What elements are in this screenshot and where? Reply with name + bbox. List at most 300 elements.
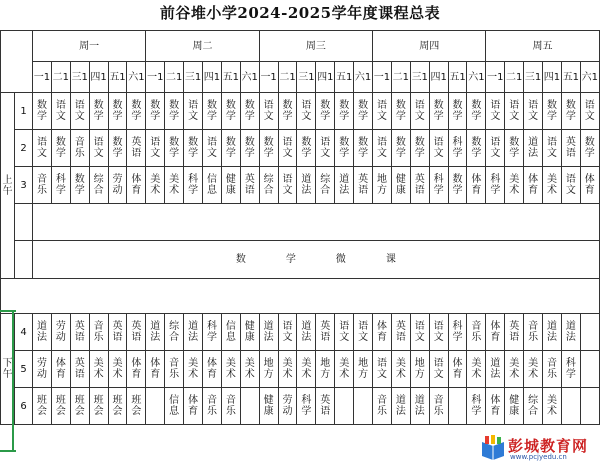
subject-text: 音乐 [169, 358, 180, 380]
period-number: 4 [15, 314, 33, 351]
subject-cell [240, 351, 259, 388]
subject-text: 数学 [471, 100, 482, 122]
subject-cell [316, 167, 335, 204]
subject-text: 信息 [169, 395, 180, 417]
subject-text: 体育 [584, 174, 595, 196]
subject-cell [410, 167, 429, 204]
subject-cell [89, 388, 108, 425]
subject-text: 健康 [225, 174, 236, 196]
subject-text: 语文 [150, 137, 161, 159]
subject-text: 体育 [490, 321, 501, 343]
subject-cell [165, 130, 184, 167]
subject-cell [51, 167, 70, 204]
subject-cell [580, 130, 599, 167]
book-icon [480, 434, 506, 460]
subject-cell [486, 351, 505, 388]
subject-text: 语文 [490, 100, 501, 122]
subject-cell [33, 314, 52, 351]
subject-text: 音乐 [206, 395, 217, 417]
period-number: 3 [15, 167, 33, 204]
subject-cell [89, 314, 108, 351]
subject-text: 体育 [55, 358, 66, 380]
subject-cell [146, 314, 165, 351]
subject-text: 数学 [471, 137, 482, 159]
subject-cell [89, 167, 108, 204]
subject-cell [240, 130, 259, 167]
subject-text: 语文 [282, 137, 293, 159]
subject-text: 数学 [414, 137, 425, 159]
subject-text: 语文 [433, 137, 444, 159]
subject-cell [51, 388, 70, 425]
subject-text: 数学 [584, 137, 595, 159]
subject-text: 美术 [395, 358, 406, 380]
subject-text: 数学 [206, 100, 217, 122]
subject-cell [486, 314, 505, 351]
subject-text: 美术 [169, 174, 180, 196]
subject-cell [391, 130, 410, 167]
subject-text: 语文 [282, 174, 293, 196]
subject-cell [543, 388, 562, 425]
subject-cell [467, 130, 486, 167]
subject-cell [316, 130, 335, 167]
subject-text: 数学 [395, 100, 406, 122]
subject-text: 道法 [414, 395, 425, 417]
day-header: 周四 [373, 31, 486, 62]
subject-cell [51, 314, 70, 351]
subject-text: 数学 [225, 137, 236, 159]
subject-text: 数学 [225, 100, 236, 122]
subject-text: 体育 [471, 174, 482, 196]
class-header: 六1 [127, 62, 146, 93]
class-header: 一1 [486, 62, 505, 93]
subject-cell [108, 351, 127, 388]
subject-text: 数学 [358, 100, 369, 122]
subject-text: 语文 [301, 100, 312, 122]
subject-cell [70, 388, 89, 425]
subject-text: 美术 [225, 358, 236, 380]
subject-cell [259, 388, 278, 425]
subject-text: 数学 [433, 100, 444, 122]
subject-text: 综合 [169, 321, 180, 343]
subject-text: 体育 [452, 358, 463, 380]
subject-text: 语文 [358, 321, 369, 343]
subject-text: 地方 [376, 174, 387, 196]
subject-text: 道法 [36, 321, 47, 343]
subject-text: 语文 [414, 321, 425, 343]
subject-text: 数学 [263, 137, 274, 159]
subject-text: 英语 [74, 321, 85, 343]
subject-text: 综合 [93, 174, 104, 196]
subject-cell [184, 93, 203, 130]
subject-cell [221, 130, 240, 167]
subject-text: 班会 [131, 395, 142, 417]
subject-cell [505, 93, 524, 130]
subject-cell [259, 314, 278, 351]
subject-cell [391, 351, 410, 388]
class-header: 三1 [70, 62, 89, 93]
watermark-url: www.pcjyedu.cn [510, 453, 567, 461]
subject-text: 劳动 [36, 358, 47, 380]
subject-text: 音乐 [471, 321, 482, 343]
subject-cell [278, 351, 297, 388]
subject-cell [51, 93, 70, 130]
subject-text: 音乐 [546, 358, 557, 380]
subject-cell [184, 351, 203, 388]
subject-text: 语文 [433, 321, 444, 343]
subject-cell [448, 167, 467, 204]
subject-cell [203, 388, 222, 425]
subject-cell [165, 351, 184, 388]
subject-text: 数学 [55, 137, 66, 159]
subject-text: 体育 [376, 321, 387, 343]
subject-text: 英语 [320, 321, 331, 343]
subject-cell [146, 93, 165, 130]
half-day-label [1, 93, 15, 279]
subject-cell [524, 93, 543, 130]
subject-cell [70, 93, 89, 130]
subject-cell [127, 351, 146, 388]
subject-cell [448, 351, 467, 388]
subject-cell [561, 314, 580, 351]
subject-cell [505, 167, 524, 204]
subject-cell [297, 314, 316, 351]
class-header: 三1 [524, 62, 543, 93]
period-number: 6 [15, 388, 33, 425]
class-header: 五1 [561, 62, 580, 93]
subject-text: 道法 [565, 321, 576, 343]
subject-cell [70, 351, 89, 388]
class-header: 三1 [184, 62, 203, 93]
class-header: 六1 [240, 62, 259, 93]
subject-text: 数学 [339, 137, 350, 159]
subject-cell [127, 93, 146, 130]
subject-cell [410, 351, 429, 388]
class-header: 五1 [448, 62, 467, 93]
subject-cell [203, 351, 222, 388]
subject-cell [203, 314, 222, 351]
subject-cell [486, 130, 505, 167]
subject-cell [561, 93, 580, 130]
page-title: 前谷堆小学2024-2025学年度课程总表 [159, 4, 441, 22]
subject-cell [410, 93, 429, 130]
day-header: 周三 [259, 31, 372, 62]
subject-cell [108, 130, 127, 167]
subject-cell [89, 130, 108, 167]
subject-text: 音乐 [74, 137, 85, 159]
subject-cell [165, 167, 184, 204]
watermark-text: 彭城教育网 [508, 437, 589, 455]
period-number: 1 [15, 93, 33, 130]
empty-period [15, 204, 33, 241]
subject-text: 数学 [358, 137, 369, 159]
subject-cell [391, 167, 410, 204]
subject-cell [146, 388, 165, 425]
subject-text: 数学 [169, 100, 180, 122]
subject-cell [580, 93, 599, 130]
subject-text: 语文 [376, 100, 387, 122]
subject-cell [373, 314, 392, 351]
class-header: 一1 [146, 62, 165, 93]
subject-cell [373, 167, 392, 204]
subject-cell [580, 388, 599, 425]
class-header: 三1 [297, 62, 316, 93]
subject-text: 数学 [244, 100, 255, 122]
subject-cell [373, 130, 392, 167]
subject-text: 美术 [301, 358, 312, 380]
subject-text: 道法 [490, 358, 501, 380]
subject-cell [561, 130, 580, 167]
class-header: 五1 [335, 62, 354, 93]
subject-cell [108, 314, 127, 351]
subject-text: 数学 [320, 100, 331, 122]
subject-cell [543, 314, 562, 351]
subject-cell [373, 93, 392, 130]
subject-cell [297, 388, 316, 425]
subject-text: 美术 [546, 395, 557, 417]
subject-text: 语文 [36, 137, 47, 159]
subject-cell [391, 388, 410, 425]
subject-cell [335, 314, 354, 351]
subject-text: 道法 [301, 321, 312, 343]
subject-text: 班会 [74, 395, 85, 417]
subject-text: 语文 [584, 100, 595, 122]
selection-border [0, 310, 16, 312]
subject-text: 语文 [414, 100, 425, 122]
subject-text: 美术 [509, 358, 520, 380]
subject-text: 科学 [490, 174, 501, 196]
subject-text: 道法 [546, 321, 557, 343]
period-number: 2 [15, 130, 33, 167]
empty-row [33, 204, 600, 241]
subject-cell [373, 351, 392, 388]
subject-text: 美术 [188, 358, 199, 380]
subject-cell [486, 93, 505, 130]
subject-text: 科学 [471, 395, 482, 417]
half-day-text: 上午 [2, 174, 13, 197]
subject-text: 道法 [528, 137, 539, 159]
subject-cell [127, 167, 146, 204]
subject-text: 班会 [93, 395, 104, 417]
subject-cell [429, 167, 448, 204]
subject-cell [505, 351, 524, 388]
subject-cell [429, 93, 448, 130]
subject-cell [524, 351, 543, 388]
subject-text: 英语 [131, 137, 142, 159]
subject-text: 数学 [244, 137, 255, 159]
subject-text: 音乐 [225, 395, 236, 417]
subject-cell [278, 388, 297, 425]
subject-cell [221, 388, 240, 425]
subject-cell [259, 93, 278, 130]
subject-text: 数学 [565, 100, 576, 122]
subject-text: 科学 [55, 174, 66, 196]
subject-text: 数学 [282, 100, 293, 122]
gap-cell [1, 279, 600, 314]
day-header: 周五 [486, 31, 599, 62]
subject-text: 数学 [395, 137, 406, 159]
subject-text: 英语 [358, 174, 369, 196]
subject-cell [33, 351, 52, 388]
subject-text: 信息 [206, 174, 217, 196]
subject-cell [259, 351, 278, 388]
subject-cell [373, 388, 392, 425]
subject-cell [240, 314, 259, 351]
subject-cell [448, 314, 467, 351]
subject-text: 劳动 [282, 395, 293, 417]
subject-text: 美术 [112, 358, 123, 380]
subject-cell [354, 314, 373, 351]
subject-text: 英语 [131, 321, 142, 343]
subject-cell [391, 93, 410, 130]
subject-cell [580, 351, 599, 388]
day-header: 周二 [146, 31, 259, 62]
subject-text: 英语 [565, 137, 576, 159]
subject-cell [524, 314, 543, 351]
empty-period [15, 241, 33, 279]
subject-cell [580, 167, 599, 204]
subject-cell [316, 314, 335, 351]
subject-text: 数学 [188, 137, 199, 159]
subject-text: 语文 [509, 100, 520, 122]
subject-text: 语文 [490, 137, 501, 159]
subject-text: 英语 [320, 395, 331, 417]
subject-text: 地方 [414, 358, 425, 380]
subject-cell [354, 388, 373, 425]
subject-text: 健康 [395, 174, 406, 196]
subject-cell [297, 93, 316, 130]
subject-text: 地方 [358, 358, 369, 380]
subject-cell [316, 351, 335, 388]
class-header: 一1 [373, 62, 392, 93]
subject-text: 体育 [150, 358, 161, 380]
subject-text: 道法 [188, 321, 199, 343]
watermark-logo [480, 433, 596, 463]
subject-cell [335, 130, 354, 167]
subject-text: 语文 [376, 358, 387, 380]
subject-cell [467, 314, 486, 351]
subject-text: 劳动 [112, 174, 123, 196]
subject-cell [543, 351, 562, 388]
subject-cell [410, 388, 429, 425]
subject-cell [580, 314, 599, 351]
subject-cell [240, 93, 259, 130]
subject-cell [486, 388, 505, 425]
subject-cell [146, 130, 165, 167]
class-header: 二1 [505, 62, 524, 93]
subject-text: 健康 [263, 395, 274, 417]
class-header: 四1 [203, 62, 222, 93]
subject-cell [467, 167, 486, 204]
class-header: 六1 [467, 62, 486, 93]
selection-border [0, 450, 16, 452]
schedule-table [0, 30, 600, 425]
subject-cell [335, 167, 354, 204]
class-header: 二1 [165, 62, 184, 93]
subject-text: 美术 [282, 358, 293, 380]
subject-cell [429, 351, 448, 388]
subject-cell [184, 167, 203, 204]
subject-text: 科学 [206, 321, 217, 343]
class-header: 二1 [391, 62, 410, 93]
subject-cell [524, 130, 543, 167]
subject-cell [108, 167, 127, 204]
subject-cell [410, 130, 429, 167]
subject-cell [165, 388, 184, 425]
subject-text: 美术 [93, 358, 104, 380]
subject-text: 科学 [433, 174, 444, 196]
subject-cell [543, 167, 562, 204]
subject-text: 语文 [565, 174, 576, 196]
subject-text: 道法 [150, 321, 161, 343]
subject-cell [89, 93, 108, 130]
subject-text: 体育 [131, 358, 142, 380]
subject-text: 美术 [509, 174, 520, 196]
subject-cell [297, 130, 316, 167]
period-number: 5 [15, 351, 33, 388]
subject-cell [505, 388, 524, 425]
class-header: 四1 [89, 62, 108, 93]
subject-cell [127, 388, 146, 425]
subject-cell [467, 93, 486, 130]
subject-text: 体育 [206, 358, 217, 380]
subject-cell [51, 130, 70, 167]
subject-text: 语文 [263, 100, 274, 122]
subject-cell [316, 388, 335, 425]
subject-text: 道法 [395, 395, 406, 417]
corner-cell [1, 31, 33, 93]
subject-cell [561, 167, 580, 204]
selection-border [12, 310, 14, 452]
subject-text: 数学 [112, 137, 123, 159]
subject-cell [391, 314, 410, 351]
subject-cell [203, 167, 222, 204]
subject-cell [448, 130, 467, 167]
subject-cell [108, 388, 127, 425]
subject-text: 综合 [320, 174, 331, 196]
subject-text: 语文 [320, 137, 331, 159]
subject-text: 美术 [471, 358, 482, 380]
subject-cell [335, 93, 354, 130]
subject-cell [240, 388, 259, 425]
class-header: 四1 [316, 62, 335, 93]
subject-cell [146, 167, 165, 204]
subject-text: 班会 [55, 395, 66, 417]
subject-cell [221, 351, 240, 388]
subject-text: 科学 [565, 358, 576, 380]
subject-text: 体育 [188, 395, 199, 417]
subject-text: 班会 [36, 395, 47, 417]
subject-cell [429, 388, 448, 425]
subject-cell [203, 93, 222, 130]
class-header: 二1 [51, 62, 70, 93]
subject-text: 美术 [150, 174, 161, 196]
class-header: 四1 [543, 62, 562, 93]
subject-text: 英语 [414, 174, 425, 196]
subject-text: 语文 [546, 137, 557, 159]
class-header: 六1 [580, 62, 599, 93]
subject-text: 美术 [244, 358, 255, 380]
subject-text: 语文 [433, 358, 444, 380]
subject-text: 英语 [112, 321, 123, 343]
subject-text: 音乐 [93, 321, 104, 343]
subject-text: 语文 [528, 100, 539, 122]
subject-cell [221, 167, 240, 204]
subject-text: 英语 [395, 321, 406, 343]
subject-text: 语文 [74, 100, 85, 122]
subject-cell [51, 351, 70, 388]
subject-text: 体育 [528, 174, 539, 196]
subject-text: 语文 [339, 321, 350, 343]
